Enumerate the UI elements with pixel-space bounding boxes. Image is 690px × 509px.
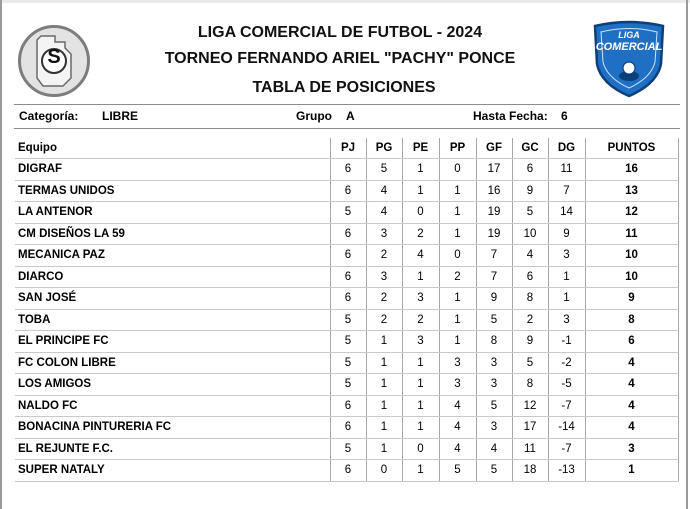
cell-equipo: SAN JOSÉ (15, 288, 330, 310)
cell-pg: 3 (366, 223, 402, 245)
cell-gc: 11 (512, 438, 548, 460)
cell-puntos: 4 (585, 395, 678, 417)
cell-pe: 1 (402, 180, 439, 202)
cell-pe: 1 (402, 460, 439, 482)
cell-pg: 2 (366, 245, 402, 267)
cell-pj: 6 (330, 223, 366, 245)
cell-equipo: DIGRAF (15, 159, 330, 181)
table-row (15, 395, 678, 417)
cell-puntos: 9 (585, 288, 678, 310)
cell-gc: 6 (512, 266, 548, 288)
cell-equipo: LOS AMIGOS (15, 374, 330, 396)
cell-puntos: 6 (585, 331, 678, 353)
table-row (15, 202, 678, 224)
cell-puntos: 16 (585, 159, 678, 181)
cell-pg: 1 (366, 395, 402, 417)
cell-pe: 1 (402, 374, 439, 396)
cell-pp: 1 (439, 331, 476, 353)
table-row (15, 223, 678, 245)
cell-pg: 0 (366, 460, 402, 482)
cell-pg: 3 (366, 266, 402, 288)
cell-pp: 3 (439, 374, 476, 396)
cell-pe: 1 (402, 159, 439, 181)
logo-right-text-comercial: COMERCIAL (595, 41, 663, 53)
cell-equipo: LA ANTENOR (15, 202, 330, 224)
cell-gc: 4 (512, 245, 548, 267)
cell-gf: 7 (476, 245, 512, 267)
divider-info (14, 128, 680, 129)
cell-puntos: 4 (585, 417, 678, 439)
table-row (15, 460, 678, 482)
cell-dg: -7 (548, 438, 585, 460)
cell-puntos: 1 (585, 460, 678, 482)
club-logo-left (18, 25, 90, 97)
table-header-row (15, 138, 678, 159)
cell-gf: 8 (476, 331, 512, 353)
cell-pj: 5 (330, 331, 366, 353)
cell-dg: -13 (548, 460, 585, 482)
cell-dg: 3 (548, 245, 585, 267)
table-row (15, 288, 678, 310)
col-header-equipo: Equipo (15, 138, 330, 159)
cell-pj: 6 (330, 417, 366, 439)
cell-pe: 1 (402, 352, 439, 374)
cell-puntos: 10 (585, 266, 678, 288)
cell-dg: -5 (548, 374, 585, 396)
cell-equipo: EL REJUNTE F.C. (15, 438, 330, 460)
cell-pe: 2 (402, 223, 439, 245)
cell-pj: 5 (330, 309, 366, 331)
cell-gf: 16 (476, 180, 512, 202)
grupo-value: A (346, 109, 355, 123)
cell-pg: 4 (366, 180, 402, 202)
cell-dg: -2 (548, 352, 585, 374)
cell-gc: 8 (512, 288, 548, 310)
liga-comercial-logo (587, 20, 671, 98)
cell-gf: 3 (476, 352, 512, 374)
cell-pp: 1 (439, 288, 476, 310)
table-row (15, 352, 678, 374)
cell-dg: 1 (548, 288, 585, 310)
cell-dg: 14 (548, 202, 585, 224)
cell-gc: 6 (512, 159, 548, 181)
col-header-puntos: PUNTOS (585, 138, 678, 159)
cell-gf: 5 (476, 309, 512, 331)
cell-equipo: FC COLON LIBRE (15, 352, 330, 374)
col-header-pp: PP (439, 138, 476, 159)
cell-pj: 5 (330, 438, 366, 460)
cell-puntos: 8 (585, 309, 678, 331)
cell-equipo: EL PRINCIPE FC (15, 331, 330, 353)
cell-dg: -14 (548, 417, 585, 439)
categoria-value: LIBRE (102, 109, 138, 123)
col-header-pg: PG (366, 138, 402, 159)
cell-equipo: DIARCO (15, 266, 330, 288)
fecha-label: Hasta Fecha: (473, 109, 548, 123)
cell-pe: 1 (402, 417, 439, 439)
cell-gc: 5 (512, 202, 548, 224)
table-row (15, 309, 678, 331)
cell-pe: 3 (402, 288, 439, 310)
col-header-gf: GF (476, 138, 512, 159)
cell-dg: -7 (548, 395, 585, 417)
cell-pp: 4 (439, 417, 476, 439)
cell-equipo: BONACINA PINTURERIA FC (15, 417, 330, 439)
cell-dg: 7 (548, 180, 585, 202)
cell-gf: 4 (476, 438, 512, 460)
cell-pp: 1 (439, 202, 476, 224)
cell-pj: 6 (330, 288, 366, 310)
cell-pp: 1 (439, 180, 476, 202)
cell-pj: 6 (330, 460, 366, 482)
cell-gc: 9 (512, 180, 548, 202)
cell-pj: 5 (330, 202, 366, 224)
col-header-dg: DG (548, 138, 585, 159)
cell-pe: 1 (402, 395, 439, 417)
cell-pg: 2 (366, 309, 402, 331)
cell-pg: 1 (366, 417, 402, 439)
cell-puntos: 11 (585, 223, 678, 245)
cell-pe: 2 (402, 309, 439, 331)
cell-pg: 1 (366, 352, 402, 374)
cell-pj: 5 (330, 374, 366, 396)
categoria-label: Categoría: (19, 109, 79, 123)
cell-pj: 6 (330, 266, 366, 288)
standings-title: TABLA DE POSICIONES (252, 79, 436, 96)
cell-pe: 0 (402, 438, 439, 460)
cell-equipo: SUPER NATALY (15, 460, 330, 482)
table-row (15, 159, 678, 181)
cell-pp: 4 (439, 438, 476, 460)
cell-equipo: TOBA (15, 309, 330, 331)
cell-gc: 10 (512, 223, 548, 245)
cell-gc: 5 (512, 352, 548, 374)
cell-pg: 1 (366, 438, 402, 460)
cell-gf: 9 (476, 288, 512, 310)
league-title: LIGA COMERCIAL DE FUTBOL - 2024 (197, 24, 483, 41)
table-row (15, 245, 678, 267)
info-bar (19, 109, 679, 125)
cell-gf: 7 (476, 266, 512, 288)
cell-pg: 5 (366, 159, 402, 181)
cell-pp: 1 (439, 309, 476, 331)
table-row (15, 180, 678, 202)
fecha-value: 6 (561, 109, 568, 123)
cell-pp: 1 (439, 223, 476, 245)
cell-equipo: CM DISEÑOS LA 59 (15, 223, 330, 245)
cell-pg: 4 (366, 202, 402, 224)
cell-gf: 19 (476, 202, 512, 224)
cell-puntos: 10 (585, 245, 678, 267)
cell-puntos: 4 (585, 374, 678, 396)
cell-pp: 5 (439, 460, 476, 482)
col-header-pj: PJ (330, 138, 366, 159)
grupo-label: Grupo (296, 109, 332, 123)
cell-gc: 18 (512, 460, 548, 482)
col-header-pe: PE (402, 138, 439, 159)
logo-right-text-liga: LIGA (618, 30, 640, 40)
cell-puntos: 3 (585, 438, 678, 460)
cell-gf: 5 (476, 460, 512, 482)
standings-table (15, 138, 679, 482)
cell-pe: 3 (402, 331, 439, 353)
table-row (15, 331, 678, 353)
cell-equipo: NALDO FC (15, 395, 330, 417)
tournament-title: TORNEO FERNANDO ARIEL "PACHY" PONCE (164, 50, 516, 67)
cell-puntos: 13 (585, 180, 678, 202)
cell-pp: 0 (439, 159, 476, 181)
cell-dg: 1 (548, 266, 585, 288)
cell-pj: 5 (330, 352, 366, 374)
table-row (15, 417, 678, 439)
cell-gc: 2 (512, 309, 548, 331)
cell-pe: 0 (402, 202, 439, 224)
cell-gf: 17 (476, 159, 512, 181)
cell-pp: 3 (439, 352, 476, 374)
cell-gf: 3 (476, 374, 512, 396)
cell-pg: 2 (366, 288, 402, 310)
cell-puntos: 12 (585, 202, 678, 224)
cell-gf: 19 (476, 223, 512, 245)
cell-gf: 3 (476, 417, 512, 439)
table-row (15, 438, 678, 460)
col-header-gc: GC (512, 138, 548, 159)
logo-left-letter: S (47, 46, 61, 68)
cell-pj: 6 (330, 245, 366, 267)
cell-dg: 11 (548, 159, 585, 181)
cell-equipo: MECANICA PAZ (15, 245, 330, 267)
cell-pj: 6 (330, 395, 366, 417)
cell-gf: 5 (476, 395, 512, 417)
cell-pg: 1 (366, 374, 402, 396)
cell-pe: 4 (402, 245, 439, 267)
cell-pg: 1 (366, 331, 402, 353)
cell-pp: 0 (439, 245, 476, 267)
cell-equipo: TERMAS UNIDOS (15, 180, 330, 202)
cell-pj: 6 (330, 180, 366, 202)
cell-pe: 1 (402, 266, 439, 288)
cell-pp: 4 (439, 395, 476, 417)
cell-puntos: 4 (585, 352, 678, 374)
cell-gc: 17 (512, 417, 548, 439)
table-row (15, 374, 678, 396)
table-row (15, 266, 678, 288)
cell-pp: 2 (439, 266, 476, 288)
cell-gc: 9 (512, 331, 548, 353)
cell-dg: 9 (548, 223, 585, 245)
cell-dg: -1 (548, 331, 585, 353)
cell-pj: 6 (330, 159, 366, 181)
cell-dg: 3 (548, 309, 585, 331)
cell-gc: 8 (512, 374, 548, 396)
cell-gc: 12 (512, 395, 548, 417)
divider-top (14, 104, 680, 105)
